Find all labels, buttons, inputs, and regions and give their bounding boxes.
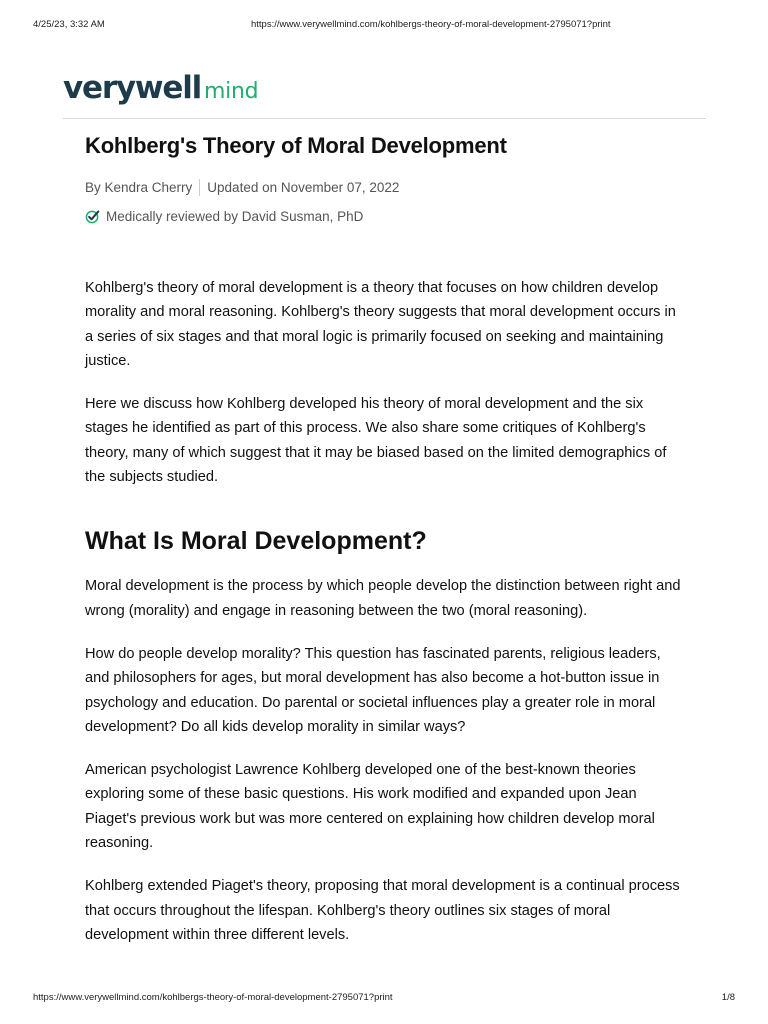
page-number: 1/8 — [721, 992, 735, 1003]
logo-word-mind: mind — [204, 79, 259, 104]
print-date: 4/25/23, 3:32 AM — [33, 19, 105, 30]
medical-review — [85, 206, 685, 226]
intro-section — [85, 276, 685, 489]
site-logo[interactable] — [63, 70, 258, 106]
check-badge-icon — [85, 209, 100, 224]
footer-url: https://www.verywellmind.com/kohlbergs-theory-of-moral-development-2795071?print — [33, 992, 393, 1003]
intro-paragraph-1: Kohlberg's theory of moral development is a theory that focuses on how children develop morality and moral reasoning. Kohlberg's theory suggests that moral development occurs in a series of six stages and that moral logic is primarily focused on seeking and maintaining justice. — [85, 280, 676, 369]
section-paragraph-3: American psychologist Lawrence Kohlberg developed one of the best-known theories exploring some of these basic questions. His work modified and expanded upon Jean Piaget's previous work but was more centered on explaining how children develop moral reasoning. — [85, 762, 655, 852]
print-url: https://www.verywellmind.com/kohlbergs-theory-of-moral-development-2795071?print — [251, 19, 611, 30]
print-footer — [33, 992, 735, 1003]
article-title: Kohlberg's Theory of Moral Development — [85, 133, 507, 158]
logo-word-verywell: verywell — [63, 70, 202, 106]
reviewer-text[interactable]: Medically reviewed by David Susman, PhD — [106, 208, 364, 224]
author-link[interactable]: By Kendra Cherry — [85, 179, 193, 195]
section-paragraph-4: Kohlberg extended Piaget's theory, proposing that moral development is a continual process that occurs throughout the lifespan. Kohlberg's theory outlines six stages of moral development within three different levels. — [85, 878, 680, 943]
section-heading: What Is Moral Development? — [85, 527, 427, 556]
article — [85, 130, 685, 966]
intro-paragraph-2: Here we discuss how Kohlberg developed his theory of moral development and the six stages he identified as part of this process. We also share some critiques of Kohlberg's theory, many of which suggest that it may be biased based on the limited demographics of the subjects studied. — [85, 396, 667, 486]
byline-separator — [199, 179, 200, 196]
section-paragraph-1: Moral development is the process by which people develop the distinction between right and wrong (morality) and engage in reasoning between the two (moral reasoning). — [85, 578, 681, 619]
updated-date: Updated on November 07, 2022 — [207, 179, 400, 195]
byline — [85, 177, 685, 197]
header-divider — [63, 118, 706, 119]
section-paragraph-2: How do people develop morality? This question has fascinated parents, religious leaders, and philosophers for ages, but moral development has also become a hot-button issue in psychology and education. Do parental or societal influences play a greater role in moral development? Do all kids develop morality in similar ways? — [85, 645, 661, 735]
